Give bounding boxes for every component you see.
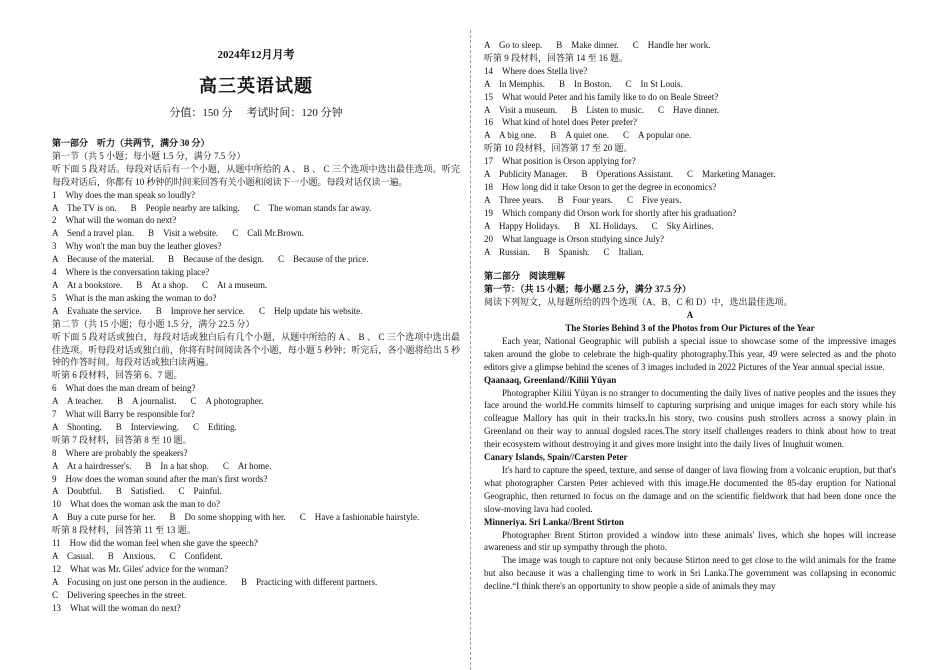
option: B A journalist. [117,396,177,407]
option: B At a shop. [136,279,189,290]
option: B Interviewing. [115,421,180,432]
question-6-options [52,395,460,408]
question-12-options [52,576,460,589]
material-10-note: 听第 10 段材料，回答第 17 至 20 题。 [484,143,633,154]
question-12-option-c: C Delivering speeches in the street. [52,589,187,600]
question-1-options [52,202,460,215]
passage-paragraph: Photographer Brent Stirton provided a window into these animals' lives, which she hopes will increase awareness and stir up sympathy through the photo. [484,529,896,553]
question-3-options [52,253,460,266]
question-19: 19 Which company did Orson work for shortly after his graduation? [484,207,737,218]
question-7-options [52,421,460,434]
option: B Because of the design. [167,254,264,265]
option: A A teacher. [52,396,103,407]
option: C Editing. [193,421,237,432]
question-11-options [52,550,460,563]
question-9: 9 How does the woman sound after the man's first words? [52,473,268,484]
option: A Send a travel plan. [52,228,134,239]
material-8-note: 听第 8 段材料，回答第 11 至 13 题。 [52,525,196,536]
question-10: 10 What does the woman ask the man to do? [52,499,220,510]
question-17: 17 What position is Orson applying for? [484,156,636,167]
section1-instructions: 听下面 5 段对话。每段对话后有一个小题，从题中所给的 A 、 B 、 C 三个选项中选出最佳选项。听完每段对话后，你都有 10 秒钟的时间来回答有关小题和阅读下一小题。每段对话仅读一遍。 [52,163,460,187]
option: B XL Holidays. [574,220,638,231]
option: B Do some shopping with her. [169,512,286,523]
option: B Make dinner. [556,40,619,50]
option: A At a hairdresser's. [52,460,132,471]
option: C Italian. [603,246,644,257]
option: C At a museum. [202,279,268,290]
option: A Happy Holidays. [484,220,560,231]
reading-instructions: 阅读下列短文，从每题所给的四个选项（A、B、C 和 D）中，选出最佳选项。 [484,297,793,308]
option: C A photographer. [190,396,264,407]
option: B People nearby are talking. [130,202,240,213]
question-14-options [484,78,896,91]
option: C At home. [222,460,272,471]
section2-instructions: 听下面 5 段对话或独白，每段对话或独白后有几个小题，从题中所给的 A 、 B 、 C 三个选项中选出最佳选项。听每段对话或独白前，你将有时间阅读各个小题，每小题 5 秒钟；听完后，各小题将给出 5 秒钟的作答时间。每段对话或独白读两遍。 [52,331,460,368]
column-divider [470,30,472,670]
option: A Because of the material. [52,254,154,265]
option: C Handle her work. [632,40,711,50]
option: B Practicing with different partners. [240,576,378,587]
option: C A popular one. [623,130,692,141]
option: B In a hat shop. [145,460,209,471]
question-5-options [52,305,460,318]
question-16-options [484,129,896,142]
reading-section1-title: 第一节：（共 15 小题；每小题 2.5 分，满分 37.5 分） [484,284,692,295]
material-7-note: 听第 7 段材料，回答第 8 至 10 题。 [52,434,192,445]
option: C In St Louis. [625,78,683,89]
option: B In Boston. [559,78,612,89]
question-15: 15 What would Peter and his family like to do on Beale Street? [484,91,719,102]
option: C Marketing Manager. [687,169,776,180]
option: A Casual. [52,551,94,561]
question-20: 20 What language is Orson studying since July? [484,233,664,244]
question-16: 16 What kind of hotel does Peter prefer? [484,117,637,128]
option: A Buy a cute purse for her. [52,512,156,523]
option: A In Memphis. [484,78,546,89]
question-20-options [484,246,896,259]
option: C Have dinner. [657,104,719,115]
question-10-options [52,511,460,524]
question-7: 7 What will Barry be responsible for? [52,409,195,420]
option: A Russian. [484,246,530,257]
question-1: 1 Why does the man speak so loudly? [52,189,195,200]
exam-meta: 分值：150 分 考试时间：120 分钟 [169,107,343,119]
option: A Publicity Manager. [484,169,568,180]
option: C Help update his website. [258,305,363,316]
left-column [52,40,460,615]
option: C Five years. [626,194,682,205]
option: C Confident. [169,551,223,561]
question-18-options [484,194,896,207]
question-5: 5 What is the man asking the woman to do? [52,292,217,303]
question-15-options [484,104,896,117]
option: B Spanish. [543,246,590,257]
material-6-note: 听第 6 段材料，回答第 6、7 题。 [52,370,183,381]
material-9-note: 听第 9 段材料，回答第 14 至 16 题。 [484,52,629,63]
passage-title: The Stories Behind 3 of the Photos from Our Pictures of the Year [565,323,815,334]
listening-part-title: 第一部分 听力（共两节，满分 30 分） [52,138,210,148]
photo-heading: Canary Islands, Spain//Carsten Peter [484,452,628,463]
question-8-options [52,460,460,473]
option: A Focusing on just one person in the audience. [52,576,227,587]
option: C Sky Airlines. [651,220,714,231]
exam-title: 高三英语试题 [199,76,313,96]
photo-heading: Qaanaaq, Greenland//Kiliii Yüyan [484,374,617,385]
right-column [484,39,896,593]
option: C Have a fashionable hairstyle. [299,512,420,523]
passage-letter: A [686,310,694,321]
photo-heading: Minneriya. Sri Lanka//Brent Stirton [484,516,624,527]
exam-date: 2024年12月月考 [217,49,295,61]
question-4-options [52,279,460,292]
option: C Because of the price. [277,254,369,265]
option: B Satisfied. [115,486,165,497]
option: A A big one. [484,130,537,141]
option: B Improve her service. [155,305,245,316]
question-2-options [52,227,460,240]
option: A Three years. [484,194,544,205]
question-2: 2 What will the woman do next? [52,215,177,226]
section2-title: 第二节（共 15 小题；每小题 1.5 分，满分 22.5 分） [52,318,255,329]
question-14: 14 Where does Stella live? [484,65,588,76]
question-4: 4 Where is the conversation taking place? [52,267,210,278]
question-3: 3 Why won't the man buy the leather gloves? [52,241,222,252]
question-12: 12 What was Mr. Giles' advice for the woman? [52,563,229,574]
passage-paragraph: Each year, National Geographic will publish a special issue to showcase some of the impressive images taken around the globe to celebrate the high-quality photography.This year, 49 were selected as and the photo editors give a glimpse behind the scenes of 3 images included in 2022 Pictures of the Year annual special issue. [484,335,896,372]
passage-paragraph: The image was tough to capture not only because Stirton need to get close to the wild animals for the frame but also because it was a challenging time to work in Sri Lanka.The government was collapsing in economic decline.“I think there's an opportunity to show people a side of animals they may [484,555,896,592]
option: A Shooting. [52,421,102,432]
question-17-options [484,168,896,181]
option: B Four years. [557,194,613,205]
option: B A quiet one. [550,130,610,141]
passage-paragraph: Photographer Kiliii Yüyan is no stranger to documenting the daily lives of native peoples and the issues they face around the world.He commits himself to capturing surprising and unique images for each story while his colleague Mallory has quit in their tracks.In his story, two cousins push strollers across a snowy plain in Greenland on their way to annual dogsled races.The story itself challenges readers to think about how to treat their ecosystem without destroying it and gives more insight into the daily lives of Inughuit women. [484,387,896,450]
option: A The TV is on. [52,202,117,213]
option: A Go to sleep. [484,40,543,50]
option: C The woman stands far away. [253,202,372,213]
question-9-options [52,485,460,498]
question-6: 6 What does the man dream of being? [52,383,196,394]
option: B Anxious. [107,551,156,561]
option: A Visit a museum. [484,104,558,115]
question-13: 13 What will the woman do next? [52,602,181,613]
option: A At a bookstore. [52,279,123,290]
question-8: 8 Where are probably the speakers? [52,447,188,458]
question-11: 11 How did the woman feel when she gave the speech? [52,538,258,549]
option: A Doubtful. [52,486,102,497]
section1-title: 第一节（共 5 小题；每小题 1.5 分，满分 7.5 分） [52,150,246,161]
option: B Visit a website. [147,228,219,239]
option: B Listen to music. [571,104,644,115]
question-19-options [484,220,896,233]
option: C Painful. [178,486,222,497]
option: A Evaluate the service. [52,305,142,316]
option: B Operations Assistant. [581,169,673,180]
passage-paragraph: It's hard to capture the speed, texture, and sense of danger of lava flowing from a volcanic eruption, but that's what photographer Carsten Peter achieved with this image.He documented the 85-day eruption for National Geographic, then returned to focus on the damage and on the scientific fieldwork that had been done once the slow-moving lava had cooled. [484,465,896,514]
option: C Call Mr.Brown. [232,228,304,239]
question-13-options [484,39,896,52]
question-18: 18 How long did it take Orson to get the degree in economics? [484,181,717,192]
reading-part-title: 第二部分 阅读理解 [484,271,566,282]
